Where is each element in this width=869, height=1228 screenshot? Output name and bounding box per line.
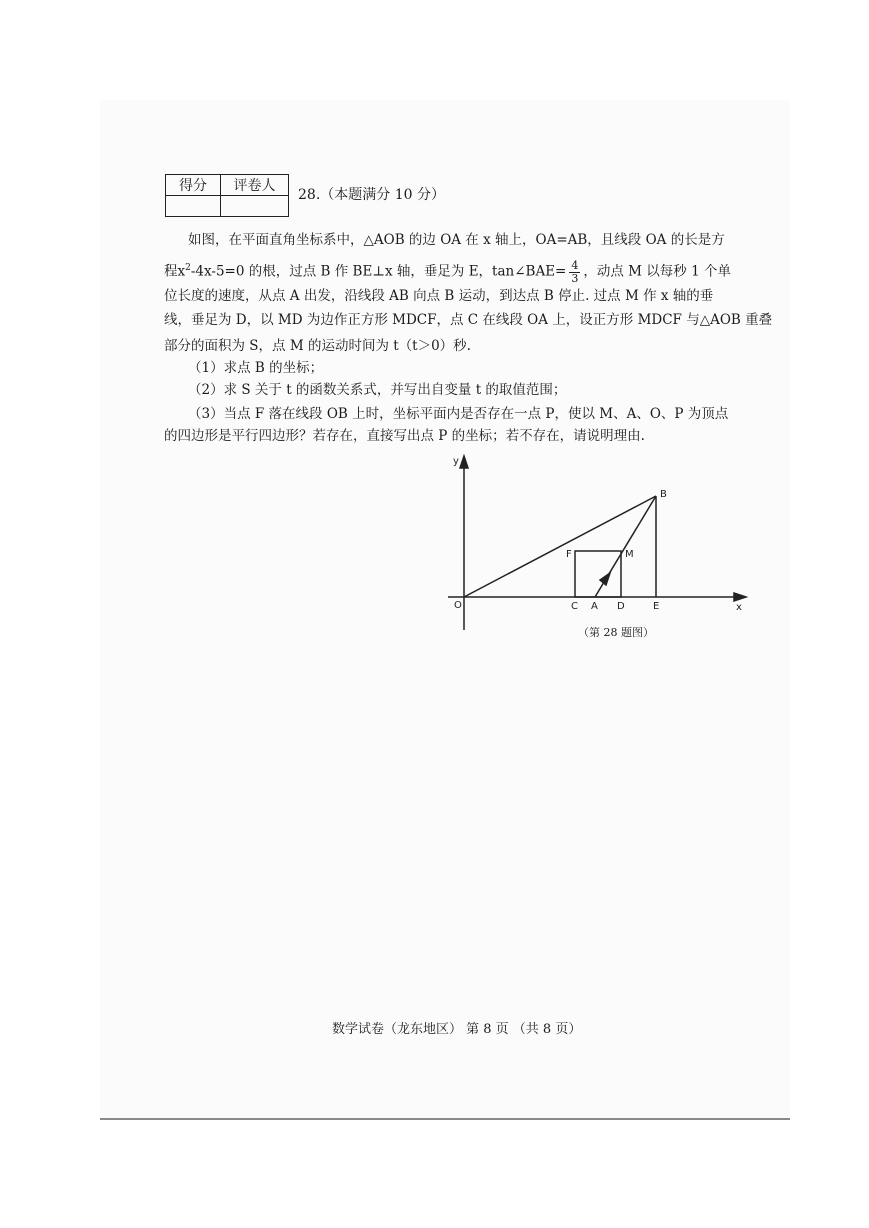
figure-caption: （第 28 题图） — [578, 626, 654, 639]
page-footer: 数学试卷（龙东地区） 第 8 页 （共 8 页） — [332, 1022, 582, 1037]
grader-cell[interactable] — [221, 196, 289, 217]
label-y: y — [453, 456, 459, 467]
sub-question-1: （1）求点 B 的坐标； — [188, 360, 324, 376]
score-cell[interactable] — [166, 196, 221, 217]
coordinate-figure — [448, 450, 758, 630]
label-D: D — [617, 601, 625, 612]
page-bottom-rule — [100, 1118, 790, 1120]
question-header: 28.（本题满分 10 分） — [298, 187, 445, 203]
y-axis-arrow — [460, 456, 468, 468]
problem-line-1: 如图，在平面直角坐标系中，△AOB 的边 OA 在 x 轴上，OA=AB，且线段 OA 的长是方 — [188, 232, 725, 248]
label-C: C — [571, 601, 578, 612]
problem-line-3: 位长度的速度，从点 A 出发，沿线段 AB 向点 B 运动，到达点 B 停止. 过点 M 作 x 轴的垂 — [164, 288, 714, 304]
label-E: E — [653, 601, 660, 612]
grader-header: 评卷人 — [221, 175, 289, 196]
motion-arrow — [600, 573, 610, 585]
problem-line-2: 程$x^2-4x-5=0$ 的根，过点 B 作 BE⊥x 轴，垂足为 E，tan∠BAE= $\frac{4}{3}$ ，动点 M 以每秒 1 个单 — [164, 258, 731, 285]
tan-fraction: $\frac{4}{3}$ — [571, 258, 579, 285]
label-F: F — [566, 549, 572, 560]
sub-question-3-cont: 的四边形是平行四边形？若存在，直接写出点 P 的坐标；若不存在，请说明理由. — [164, 428, 645, 444]
label-M: M — [625, 549, 634, 560]
problem-line-5: 部分的面积为 S，点 M 的运动时间为 t（t＞0）秒. — [164, 338, 471, 354]
problem-line-4: 线，垂足为 D，以 MD 为边作正方形 MDCF，点 C 在线段 OA 上，设正方形 MDCF 与△AOB 重叠 — [164, 312, 773, 328]
segment-OB — [464, 496, 656, 597]
square-MDCF — [575, 551, 621, 597]
x-axis-arrow — [734, 593, 746, 601]
score-table — [165, 174, 289, 217]
label-O: O — [454, 600, 462, 611]
label-A: A — [591, 601, 598, 612]
sub-question-3: （3）当点 F 落在线段 OB 上时，坐标平面内是否存在一点 P，使以 M、A、O、P 为顶点 — [188, 406, 729, 422]
sub-question-2: （2）求 S 关于 t 的函数关系式，并写出自变量 t 的取值范围； — [188, 382, 567, 398]
label-x: x — [736, 602, 742, 613]
label-B: B — [660, 489, 667, 500]
score-header: 得分 — [166, 175, 221, 196]
